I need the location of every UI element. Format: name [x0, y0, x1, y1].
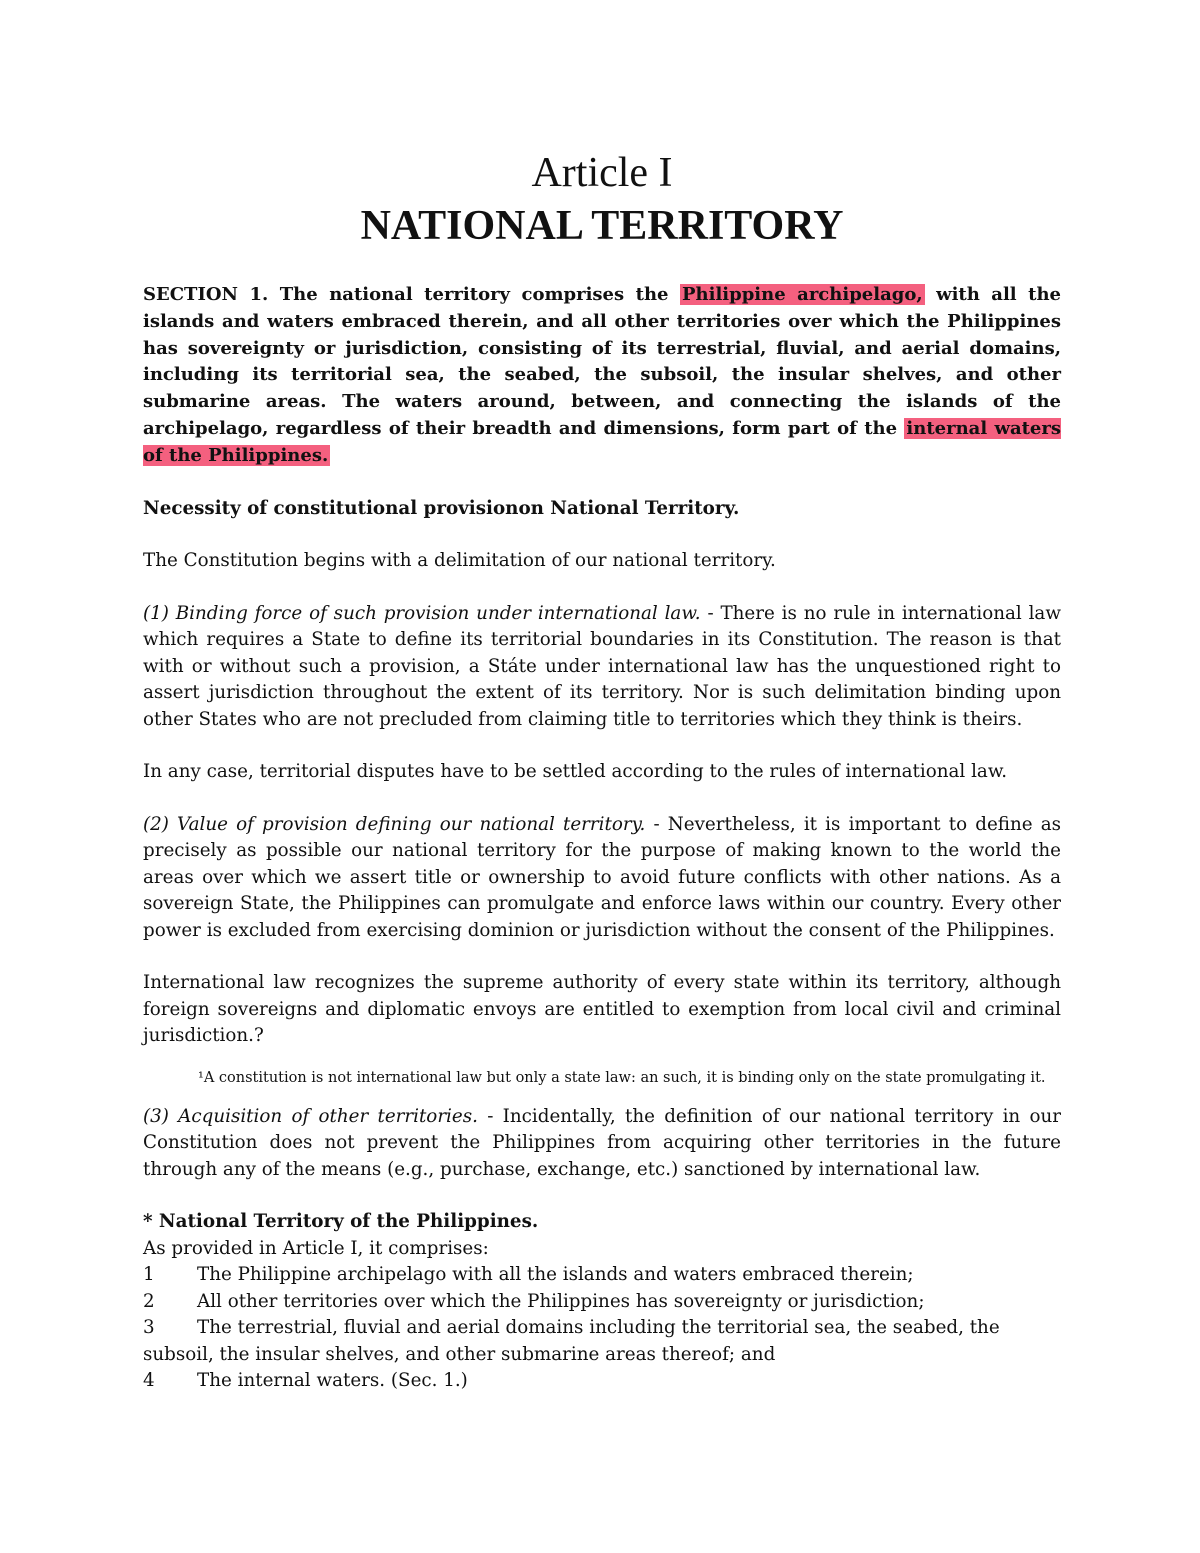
- point-1-paragraph: [143, 601, 1061, 734]
- section-1-lead: SECTION 1. The national territory comprises the: [143, 284, 680, 305]
- list-item-number: 4: [143, 1370, 155, 1392]
- list-item: [143, 1315, 1061, 1368]
- list-item-number: 2: [143, 1290, 155, 1312]
- list-item: [143, 1289, 1061, 1316]
- point-3-text: - Incidentally, the definition of our national territory in our Constitution does not prevent the Philippines from acquiring other territories in the future through any of the means (e.g., purchase, exchange, etc.) sanctioned by international law.: [143, 1105, 1061, 1180]
- section-1-paragraph: [143, 282, 1061, 470]
- point-1-label: (1) Binding force of such provision under international law.: [143, 602, 701, 624]
- document-page: [143, 150, 1061, 1395]
- list-item-text: The Philippine archipelago with all the islands and waters embraced therein;: [197, 1264, 914, 1286]
- list-item: [143, 1262, 1061, 1289]
- article-subtitle: NATIONAL TERRITORY: [360, 203, 844, 249]
- highlight-philippine-archipelago: Philippine archipelago,: [681, 284, 923, 305]
- list-item-text: All other territories over which the Philippines has sovereignty or jurisdiction;: [197, 1290, 925, 1312]
- point-1-text: - There is no rule in international law which requires a State to define its territorial boundaries in its Constitution. The reason is that with or without such a provision, a Státe under international law has the unquestioned right to assert jurisdiction throughout the extent of its territory. Nor is such delimitation binding upon other States who are not precluded from claiming title to territories which they think is theirs.: [143, 602, 1061, 730]
- list-item-text: The terrestrial, fluvial and aerial domains including the territorial sea, the seabed, the subsoil, the insular shelves, and other submarine areas thereof; and: [143, 1317, 1000, 1365]
- point-2-paragraph: [143, 812, 1061, 945]
- section-1-middle: with all the islands and waters embraced therein, and all other territories over which the Philippines has sovereignty or jurisdiction, consisting of its terrestrial, fluvial, and aerial domains, including its territorial sea, the seabed, the subsoil, the insular shelves, and other submarine areas. The waters around, between, and connecting the islands of the archipelago, regardless of their breadth and dimensions, form part of the: [143, 284, 1061, 439]
- summary-intro: As provided in Article I, it comprises:: [143, 1237, 489, 1259]
- list-item-text: The internal waters. (Sec. 1.): [197, 1370, 468, 1392]
- highlight-internal-waters: internal waters of the Philippines.: [143, 417, 1061, 466]
- list-item-number: 3: [143, 1317, 155, 1339]
- list-item: [143, 1368, 1061, 1395]
- footnote: ¹A constitution is not international law but only a state law: an such, it is binding only on the state promulgating it.: [198, 1069, 1046, 1086]
- point-3-label: (3) Acquisition of other territories.: [143, 1105, 478, 1127]
- point-2-label: (2) Value of provision defining our national territory.: [143, 813, 646, 835]
- point-3-paragraph: [143, 1104, 1061, 1184]
- list-item-number: 1: [143, 1264, 155, 1286]
- intl-law-paragraph: International law recognizes the supreme authority of every state within its territory, although foreign sovereigns and diplomatic envoys are entitled to exemption from local civil and criminal jurisdiction.?: [143, 972, 1061, 1047]
- intro-paragraph: The Constitution begins with a delimitation of our national territory.: [143, 550, 776, 572]
- point-2-text: - Nevertheless, it is important to define as precisely as possible our national territory for the purpose of making known to the world the areas over which we assert title or ownership to avoid future conflicts with other nations. As a sovereign State, the Philippines can promulgate and enforce laws within our country. Every other power is excluded from exercising dominion or jurisdiction without the consent of the Philippines.: [143, 813, 1061, 941]
- disputes-paragraph: In any case, territorial disputes have to be settled according to the rules of international law.: [143, 761, 1008, 783]
- article-title: Article I: [531, 150, 673, 196]
- necessity-heading: Necessity of constitutional provisionon National Territory.: [143, 497, 740, 519]
- summary-heading: * National Territory of the Philippines.: [143, 1211, 539, 1233]
